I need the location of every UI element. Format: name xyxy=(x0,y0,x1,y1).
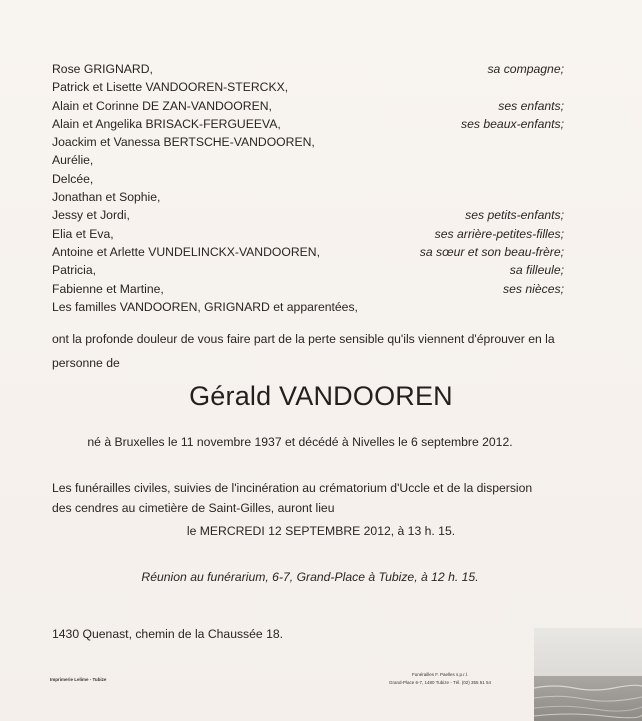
family-row xyxy=(52,151,564,169)
family-relation: ses nièces; xyxy=(503,281,564,296)
family-member-name: Delcée, xyxy=(52,171,94,186)
family-relation: sa sœur et son beau-frère; xyxy=(419,244,564,259)
family-row xyxy=(52,115,564,133)
intro-line-2: personne de xyxy=(52,356,120,370)
family-member-name: Aurélie, xyxy=(52,153,94,168)
family-row xyxy=(52,280,564,298)
family-row xyxy=(52,97,564,115)
family-member-name: Antoine et Arlette VUNDELINCKX-VANDOOREN, xyxy=(52,244,320,259)
seascape-illustration xyxy=(534,628,642,721)
family-member-name: Alain et Corinne DE ZAN-VANDOOREN, xyxy=(52,98,272,113)
family-row xyxy=(52,188,564,206)
family-member-name: Jessy et Jordi, xyxy=(52,208,130,223)
family-member-name: Jonathan et Sophie, xyxy=(52,190,161,205)
family-row xyxy=(52,243,564,261)
family-relation: ses petits-enfants; xyxy=(465,208,564,223)
undertaker-address: Grand-Place 6-7, 1480 Tubize - Tél. (02) 355 51 54 xyxy=(389,680,491,685)
family-relation: ses enfants; xyxy=(498,98,564,113)
family-list xyxy=(52,60,564,316)
deceased-name: Gérald VANDOOREN xyxy=(189,381,453,411)
funeral-line-1: Les funérailles civiles, suivies de l'incinération au crématorium d'Uccle et de la dispersion xyxy=(52,481,533,495)
family-address: 1430 Quenast, chemin de la Chaussée 18. xyxy=(52,627,284,641)
meeting-info: Réunion au funérarium, 6-7, Grand-Place à Tubize, à 12 h. 15. xyxy=(141,570,479,584)
family-relation: ses beaux-enfants; xyxy=(461,116,564,131)
family-row xyxy=(52,133,564,151)
family-row xyxy=(52,225,564,243)
undertaker-name: Funérailles F. Paelles s.p.r.l. xyxy=(411,672,469,677)
printer-credit: Imprimerie Lelime - Tubize xyxy=(50,677,107,682)
funeral-paragraph xyxy=(52,478,572,518)
birth-death-line: né à Bruxelles le 11 novembre 1937 et décédé à Nivelles le 6 septembre 2012. xyxy=(87,435,513,449)
funeral-line-2: des cendres au cimetière de Saint-Gilles, auront lieu xyxy=(52,501,335,515)
family-relation: ses arrière-petites-filles; xyxy=(434,226,564,241)
family-row xyxy=(52,261,564,279)
family-member-name: Elia et Eva, xyxy=(52,226,114,241)
family-relation: sa filleule; xyxy=(509,263,564,278)
family-row xyxy=(52,170,564,188)
family-row xyxy=(52,298,564,316)
family-member-name: Les familles VANDOOREN, GRIGNARD et apparentées, xyxy=(52,299,358,314)
family-member-name: Alain et Angelika BRISACK-FERGUEEVA, xyxy=(52,116,281,131)
family-row xyxy=(52,60,564,78)
intro-line-1: ont la profonde douleur de vous faire part de la perte sensible qu'ils viennent d'éprouver en la xyxy=(52,332,555,346)
seascape-image xyxy=(534,628,642,721)
family-row xyxy=(52,78,564,96)
intro-paragraph xyxy=(52,327,572,375)
family-member-name: Joackim et Vanessa BERTSCHE-VANDOOREN, xyxy=(52,135,315,150)
undertaker-credit xyxy=(360,671,520,687)
family-member-name: Rose GRIGNARD, xyxy=(52,62,153,76)
funeral-date: le MERCREDI 12 SEPTEMBRE 2012, à 13 h. 15. xyxy=(186,524,456,538)
family-row xyxy=(52,206,564,224)
family-member-name: Patricia, xyxy=(52,263,97,278)
family-member-name: Fabienne et Martine, xyxy=(52,281,164,296)
family-relation: sa compagne; xyxy=(487,62,564,76)
family-member-name: Patrick et Lisette VANDOOREN-STERCKX, xyxy=(52,80,289,95)
